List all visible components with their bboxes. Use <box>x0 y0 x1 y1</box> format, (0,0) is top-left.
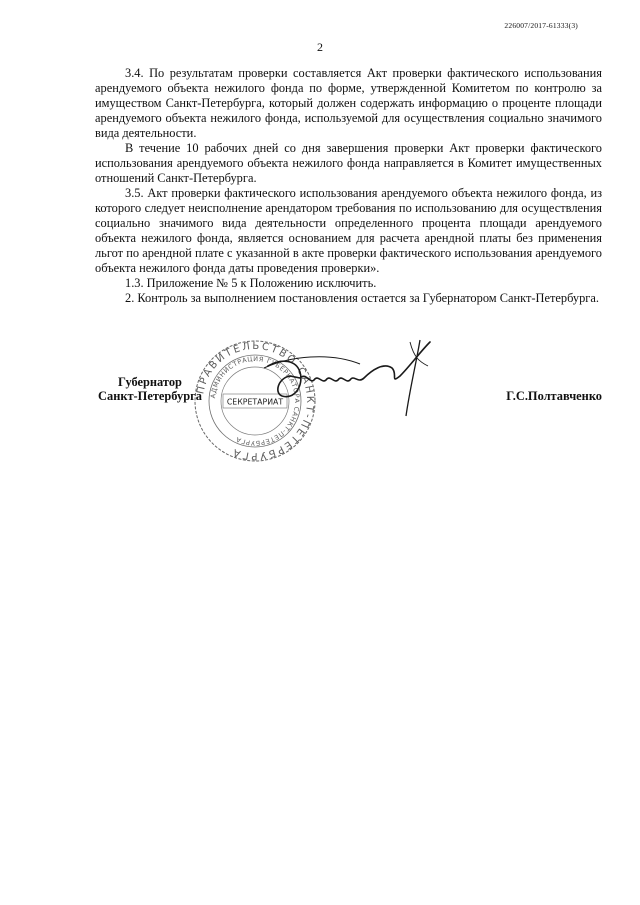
signatory-title-line1: Губернатор <box>118 375 182 389</box>
seal-center-text: СЕКРЕТАРИАТ <box>226 397 284 407</box>
paragraph-3-4: 3.4. По результатам проверки составляется Акт проверки фактического использования арендуемого объекта нежилого фонда по форме, утвержденной Комитетом по контролю за имуществом Санкт-Петербурга, который должен содержать информацию о проценте площади арендуемого объекта нежилого фонда, используемой для осуществления социально значимого вида деятельности. <box>95 66 602 140</box>
seal-inner-text: АДМИНИСТРАЦИЯ ГУБЕРНАТОРА САНКТ-ПЕТЕРБУРГА <box>209 354 302 448</box>
document-id: 226007/2017-61333(3) <box>504 21 578 30</box>
signatory-title <box>95 375 205 403</box>
signatory-title-line2: Санкт-Петербурга <box>98 389 202 403</box>
paragraph-deadline: В течение 10 рабочих дней со дня завершения проверки Акт проверки фактического использования арендуемого объекта нежилого фонда направляется в Комитет имущественных отношений Санкт-Петербурга. <box>95 141 602 185</box>
signatory-name: Г.С.Полтавченко <box>506 389 602 403</box>
document-body <box>95 66 602 306</box>
handwritten-signature <box>260 338 440 423</box>
paragraph-2: 2. Контроль за выполнением постановления остается за Губернатором Санкт-Петербурга. <box>125 291 599 305</box>
page-number: 2 <box>317 40 323 54</box>
paragraph-1-3: 1.3. Приложение № 5 к Положению исключить. <box>125 276 377 290</box>
paragraph-3-5: 3.5. Акт проверки фактического использования арендуемого объекта нежилого фонда, из которого следует неисполнение арендатором требования по использованию для осуществления социально значимого вида деятельности определенного процента площади арендуемого объекта нежилого фонда, является основанием для расчета арендной платы без применения льгот по арендной плате с указанной в акте проверки фактического использования арендуемого объекта нежилого фонда даты проведения проверки». <box>95 186 602 275</box>
seal-outer-text: ПРАВИТЕЛЬСТВО САНКТ-ПЕТЕРБУРГА <box>195 340 316 462</box>
